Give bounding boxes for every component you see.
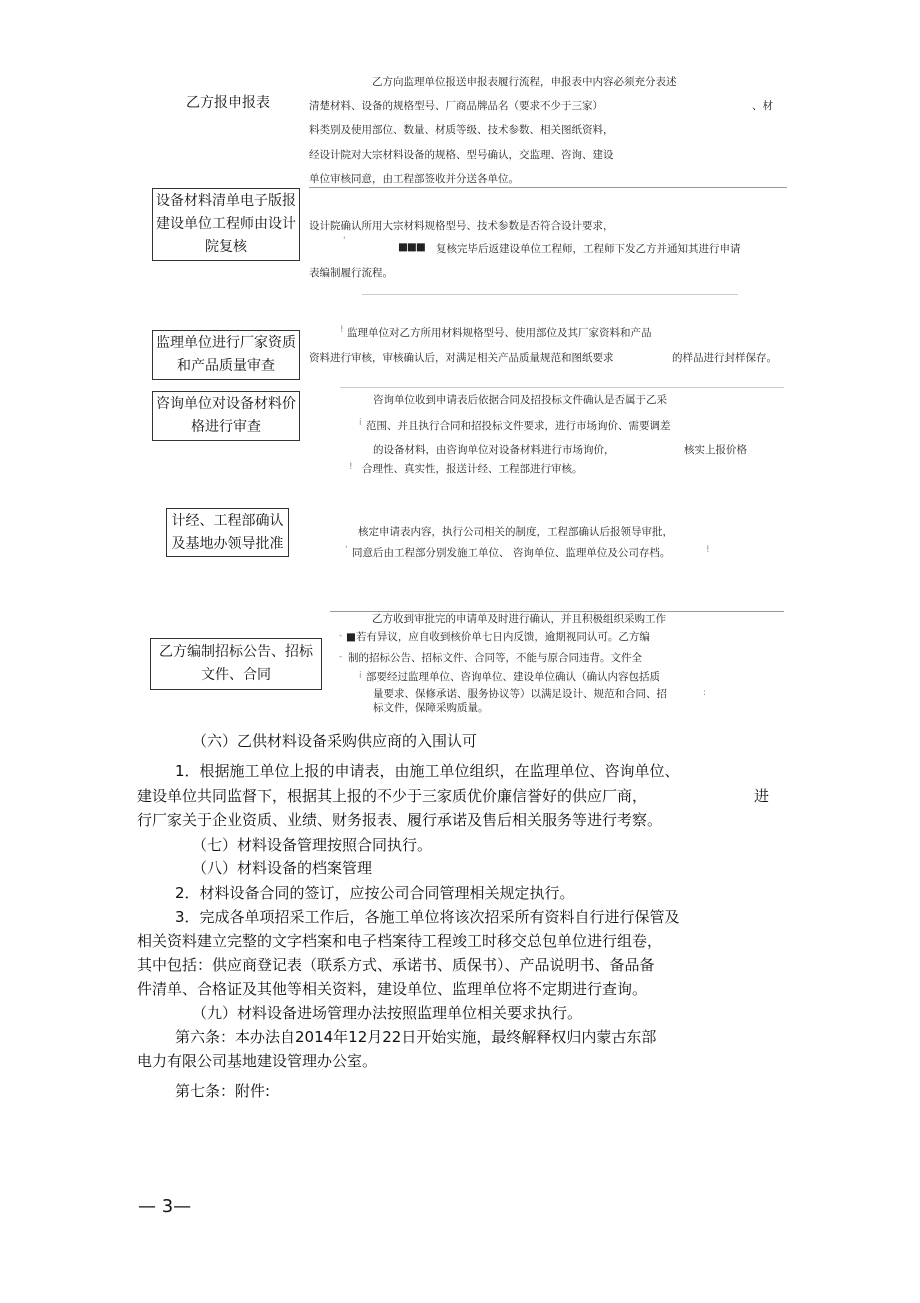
step6-line-3: 制的招标公告、招标文件、合同等，不能与原合同违背。文件全 <box>348 652 642 664</box>
step3-box-line-1: 监理单位进行厂家资质 <box>156 335 296 351</box>
step1-line-2: 清楚材料、设备的规格型号、厂商品牌品名（要求不少于三家） <box>309 100 603 112</box>
redaction-marks: ■■■ <box>398 241 425 253</box>
tick-mark: i <box>359 671 362 681</box>
paragraph-3-line-1: 3．完成各单项招采工作后，各施工单位将该次招采所有资料自行进行保管及 <box>175 908 680 926</box>
step4-line-3-tail: 核实上报价格 <box>684 444 747 456</box>
step6-box-line-2: 文件、合同 <box>201 667 271 683</box>
step3-line-1: 监理单位对乙方所用材料规格型号、使用部位及其厂家资料和产品 <box>347 327 652 339</box>
paragraph-1-line-2: 建设单位共同监督下，根据其上报的不少于三家质优价廉信誉好的供应厂商， <box>137 787 648 805</box>
step6-line-2: ■若有异议，应自收到核价单七日内反馈，逾期视同认可。乙方编 <box>346 631 650 643</box>
step1-line-1: 乙方向监理单位报送申报表履行流程，申报表中内容必须充分表述 <box>372 76 677 88</box>
step4-box <box>152 391 300 441</box>
step5-line-1: 核定申请表内容，执行公司相关的制度，工程部确认后报领导审批， <box>358 526 673 538</box>
section-7: （七）材料设备管理按照合同执行。 <box>192 836 433 854</box>
step1-line-4: 经设计院对大宗材料设备的规格、型号确认，交监理、咨询、建设 <box>309 149 614 161</box>
section-9: （九）材料设备进场管理办法按照监理单位相关要求执行。 <box>192 1004 583 1022</box>
step3-line-2: 资料进行审核，审核确认后，对满足相关产品质量规范和图纸要求 <box>309 352 614 364</box>
step3-line-3: 的样品进行封样保存。 <box>672 352 777 364</box>
step1-line-2-tail: 、材 <box>752 100 773 112</box>
tick-mark: ' <box>345 545 348 555</box>
step6-line-1: 乙方收到审批完的申请单及时进行确认，并且积极组织采购工作 <box>372 613 666 625</box>
step2-line-3: 表编制履行流程。 <box>309 267 393 279</box>
step2-line-1: 设计院确认所用大宗材料规格型号、技术参数是否符合设计要求， <box>309 220 614 232</box>
step4-line-3: 的设备材料，由咨询单位对设备材料进行市场询价， <box>373 444 615 456</box>
step5-box-line-2: 及基地办领导批准 <box>171 535 284 552</box>
tick-mark: : <box>703 688 707 698</box>
step1-line-3: 料类别及使用部位、数量、材质等级、技术参数、相关图纸资料， <box>309 124 614 136</box>
tick-mark: ! <box>340 325 344 335</box>
step4-line-4: 合理性、真实性，报送计经、工程部进行审核。 <box>362 463 583 475</box>
divider <box>309 187 787 188</box>
paragraph-3-line-2: 相关资料建立完整的文字档案和电子档案待工程竣工时移交总包单位进行组卷， <box>137 932 663 950</box>
tick-mark: i <box>359 418 362 428</box>
step6-line-6: 标文件，保障采购质量。 <box>373 702 489 714</box>
divider <box>362 294 738 295</box>
tick-mark: ! <box>349 462 353 472</box>
step3-box <box>152 330 300 380</box>
step4-box-line-1: 咨询单位对设备材料价 <box>156 396 296 412</box>
article-6-line-2: 电力有限公司基地建设管理办公室。 <box>137 1052 378 1070</box>
step6-line-5: 量要求、保修承诺、服务协议等）以满足设计、规范和合同、招 <box>373 688 667 700</box>
step6-box <box>150 638 322 690</box>
step6-line-4: 部要经过监理单位、咨询单位、建设单位确认（确认内容包括质 <box>366 671 660 683</box>
paragraph-2: 2．材料设备合同的签订，应按公司合同管理相关规定执行。 <box>175 884 575 902</box>
page-number: — 3— <box>138 1196 192 1217</box>
tick-mark: ! <box>706 545 710 555</box>
step2-box-line-3: 院复核 <box>205 239 247 255</box>
step1-line-5: 单位审核同意，由工程部签收并分送各单位。 <box>309 173 519 185</box>
tick-mark: - <box>339 631 343 641</box>
tick-mark: ' <box>343 236 346 246</box>
article-6-line-1: 第六条：本办法自2014年12月22日开始实施，最终解释权归内蒙古东部 <box>175 1028 657 1046</box>
step2-box-line-2: 建设单位工程师由设计 <box>156 216 296 232</box>
step2-box-line-1: 设备材料清单电子版报 <box>156 193 296 209</box>
step5-line-2: 同意后由工程部分别发施工单位、 咨询单位、监理单位及公司存档。 <box>352 547 671 559</box>
step4-line-2: 范围、并且执行合同和招投标文件要求，进行市场询价、需要调差 <box>366 420 671 432</box>
paragraph-3-line-3: 其中包括：供应商登记表（联系方式、承诺书、质保书）、产品说明书、备品备 <box>137 956 655 974</box>
section-8: （八）材料设备的档案管理 <box>192 859 373 877</box>
step6-box-line-1: 乙方编制招标公告、招标 <box>159 644 313 660</box>
step5-box <box>166 508 289 557</box>
step4-line-1: 咨询单位收到申请表后依据合同及招投标文件确认是否属于乙采 <box>373 394 667 406</box>
tick-mark: - <box>339 652 343 662</box>
paragraph-3-line-4: 件清单、合格证及其他等相关资料，建设单位、监理单位将不定期进行查询。 <box>137 980 648 998</box>
paragraph-1-line-2-tail: 进 <box>754 787 770 805</box>
step1-label: 乙方报申报表 <box>186 95 270 111</box>
step2-box <box>152 188 300 261</box>
step3-box-line-2: 和产品质量审查 <box>177 358 275 374</box>
step5-box-line-1: 计经、工程部确认 <box>171 512 284 529</box>
paragraph-1-line-1: 1．根据施工单位上报的申请表，由施工单位组织，在监理单位、咨询单位、 <box>175 762 680 780</box>
article-7: 第七条：附件: <box>175 1082 271 1100</box>
step2-line-2: 复核完毕后返建设单位工程师，工程师下发乙方并通知其进行申请 <box>436 243 741 255</box>
paragraph-1-line-3: 行厂家关于企业资质、业绩、财务报表、履行承诺及售后相关服务等进行考察。 <box>137 811 663 829</box>
section-6-title: （六）乙供材料设备采购供应商的入围认可 <box>192 732 478 750</box>
divider <box>340 387 784 388</box>
step4-box-line-2: 格进行审查 <box>191 419 261 435</box>
